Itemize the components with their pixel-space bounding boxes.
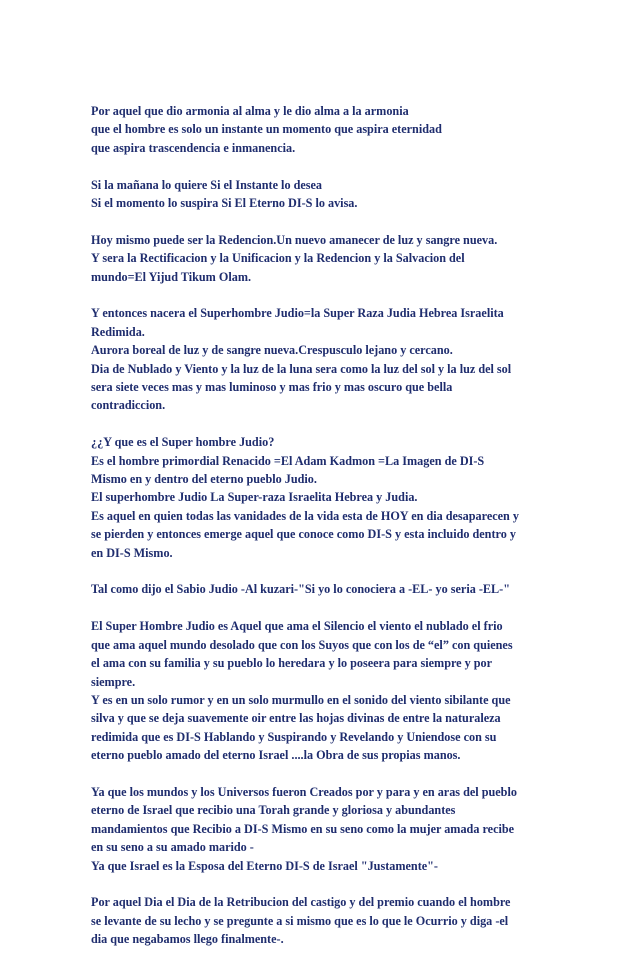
text-line: silva y que se deja suavemente oir entre las hojas divinas de entre la naturaleza [91,711,501,726]
text-line: Es aquel en quien todas las vanidades de la vida esta de HOY en dia desaparecen y [91,508,519,523]
text-line: redimida que es DI-S Hablando y Suspirando y Revelando y Uniendose con su [91,729,497,744]
text-line: Tal como dijo el Sabio Judio -Al kuzari-"Si yo lo conociera a -EL- yo seria -EL-" [91,582,510,597]
text-line: El Super Hombre Judio es Aquel que ama el Silencio el viento el nublado el frio [91,619,503,634]
paragraph-3 [91,231,559,286]
text-line: Si la mañana lo quiere Si el Instante lo desea [91,177,323,192]
text-line: Ya que los mundos y los Universos fueron Creados por y para y en aras del pueblo [91,784,517,799]
text-line: Dia de Nublado y Viento y la luz de la luna sera como la luz del sol y la luz del sol [91,361,512,376]
text-line: Y entonces nacera el Superhombre Judio=la Super Raza Judia Hebrea Israelita [91,306,504,321]
paragraph-1 [91,102,559,157]
text-line: Es el hombre primordial Renacido =El Adam Kadmon =La Imagen de DI-S [91,453,485,468]
text-line: Redimida. [91,324,145,339]
text-line: el ama con su familia y su pueblo lo heredara y lo poseera para siempre y por [91,656,493,671]
text-line: Por aquel Dia el Dia de la Retribucion del castigo y del premio cuando el hombre [91,895,511,910]
paragraph-6 [91,580,559,598]
text-line: Y sera la Rectificacion y la Unificacion y la Redencion y la Salvacion del [91,251,465,266]
text-line: se pierden y entonces emerge aquel que conoce como DI-S y esta incluido dentro y [91,527,516,542]
text-line: Hoy mismo puede ser la Redencion.Un nuevo amanecer de luz y sangre nueva. [91,232,498,247]
paragraph-2 [91,176,559,213]
document-body [91,102,559,967]
text-line: en DI-S Mismo. [91,545,173,560]
text-line: dia que negabamos llego finalmente-. [91,932,284,947]
text-line: ¿¿Y que es el Super hombre Judio? [91,435,275,450]
paragraph-7 [91,617,559,764]
text-line: Mismo en y dentro del eterno pueblo Judio. [91,472,317,487]
text-line: que el hombre es solo un instante un momento que aspira eternidad [91,122,442,137]
text-line: siempre. [91,674,136,689]
text-line: sera siete veces mas y mas luminoso y mas frio y mas oscuro que bella [91,380,453,395]
paragraph-9 [91,893,559,948]
text-line: Si el momento lo suspira Si El Eterno DI-S lo avisa. [91,196,358,211]
text-line: El superhombre Judio La Super-raza Israelita Hebrea y Judia. [91,490,418,505]
text-line: Y es en un solo rumor y en un solo murmullo en el sonido del viento sibilante que [91,692,511,707]
text-line: eterno de Israel que recibio una Torah grande y gloriosa y abundantes [91,803,456,818]
paragraph-5 [91,433,559,562]
text-line: mundo=El Yijud Tikum Olam. [91,269,252,284]
text-line: que aspira trascendencia e inmanencia. [91,140,296,155]
text-line: Aurora boreal de luz y de sangre nueva.Crespusculo lejano y cercano. [91,343,453,358]
text-line: se levante de su lecho y se pregunte a si mismo que es lo que le Ocurrio y diga -el [91,913,509,928]
text-line: mandamientos que Recibio a DI-S Mismo en su seno como la mujer amada recibe [91,821,515,836]
paragraph-8 [91,783,559,875]
text-line: eterno pueblo amado del eterno Israel ....la Obra de sus propias manos. [91,748,461,763]
text-line: en su seno a su amado marido - [91,840,254,855]
text-line: contradiccion. [91,398,166,413]
text-line: que ama aquel mundo desolado que con los Suyos que con los de “el” con quienes [91,637,513,652]
text-line: Ya que Israel es la Esposa del Eterno DI-S de Israel "Justamente"- [91,858,438,873]
paragraph-4 [91,304,559,414]
text-line: Por aquel que dio armonia al alma y le dio alma a la armonia [91,104,409,118]
